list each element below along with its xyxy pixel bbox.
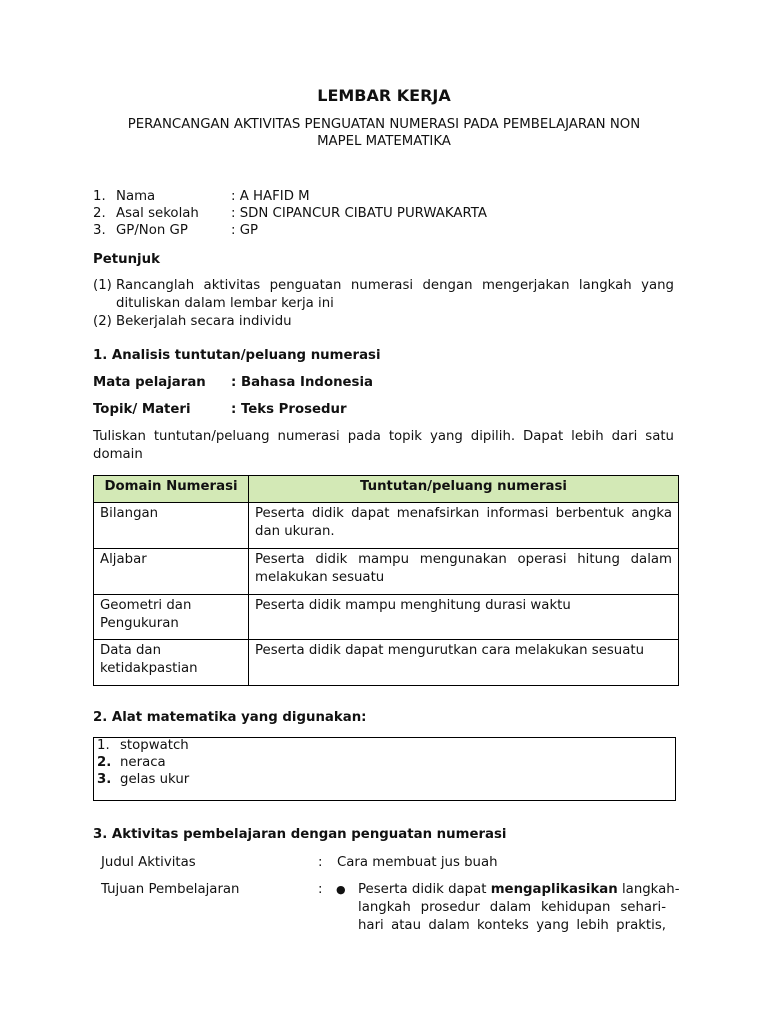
petunjuk-heading: Petunjuk: [93, 252, 160, 267]
domain-text: Geometri dan: [100, 598, 192, 613]
tujuan-line: hari atau dalam konteks yang lebih praktis,: [358, 918, 666, 933]
table-row: [94, 503, 679, 549]
tool-name: stopwatch: [120, 738, 189, 753]
domain-text: Bilangan: [100, 506, 159, 521]
domain-cell: [94, 503, 249, 549]
desc-text: Peserta didik mampu mengunakan operasi hitung dalam: [255, 552, 672, 567]
desc-text: melakukan sesuatu: [255, 570, 385, 585]
desc-cell: [249, 503, 679, 549]
section3-heading: 3. Aktivitas pembelajaran dengan penguatan numerasi: [93, 827, 507, 842]
identity-value: : SDN CIPANCUR CIBATU PURWAKARTA: [231, 206, 487, 221]
tujuan-bold: mengaplikasikan: [490, 882, 618, 897]
identity-label: Asal sekolah: [116, 206, 199, 221]
identity-value: : GP: [231, 223, 259, 238]
desc-text: dan ukuran.: [255, 524, 335, 539]
table-header-row: [94, 476, 679, 503]
identity-label: GP/Non GP: [116, 223, 188, 238]
colon: :: [318, 855, 323, 870]
tujuan-line: [358, 882, 680, 897]
tujuan-text: langkah-: [617, 882, 680, 897]
mapel-value: : Bahasa Indonesia: [231, 375, 374, 390]
domain-text: Pengukuran: [100, 616, 179, 631]
desc-cell: [249, 549, 679, 595]
tool-num: 2.: [97, 755, 112, 770]
identity-num: 2.: [93, 206, 106, 221]
domain-table: [93, 475, 679, 686]
judul-label: Judul Aktivitas: [101, 855, 196, 870]
table-row: [94, 549, 679, 595]
tool-name: gelas ukur: [120, 772, 190, 787]
subtitle-line-1: PERANCANGAN AKTIVITAS PENGUATAN NUMERASI PADA PEMBELAJARAN NON: [127, 117, 641, 132]
column-header: Domain Numerasi: [94, 476, 249, 503]
domain-text: Aljabar: [100, 552, 147, 567]
identity-num: 1.: [93, 189, 106, 204]
identity-value: : A HAFID M: [231, 189, 310, 204]
domain-cell: [94, 640, 249, 686]
domain-text: ketidakpastian: [100, 661, 198, 676]
table-row: [94, 640, 679, 686]
identity-num: 3.: [93, 223, 106, 238]
desc-cell: [249, 595, 679, 640]
column-header: Tuntutan/peluang numerasi: [249, 476, 679, 503]
section1-heading: 1. Analisis tuntutan/peluang numerasi: [93, 348, 381, 363]
petunjuk-text: Bekerjalah secara individu: [116, 314, 292, 329]
petunjuk-text: dituliskan dalam lembar kerja ini: [116, 296, 334, 311]
petunjuk-num: (1): [93, 278, 112, 293]
desc-text: Peserta didik dapat mengurutkan cara melakukan sesuatu: [255, 643, 645, 658]
petunjuk-num: (2): [93, 314, 112, 329]
mapel-label: Mata pelajaran: [93, 375, 206, 390]
tujuan-line: langkah prosedur dalam kehidupan sehari-: [358, 900, 666, 915]
section2-heading: 2. Alat matematika yang digunakan:: [93, 710, 367, 725]
domain-cell: [94, 595, 249, 640]
domain-text: Data dan: [100, 643, 161, 658]
page-title: LEMBAR KERJA: [317, 86, 451, 105]
judul-value: Cara membuat jus buah: [337, 855, 498, 870]
tujuan-label: Tujuan Pembelajaran: [101, 882, 240, 897]
tujuan-text: Peserta didik dapat: [358, 882, 491, 897]
colon: :: [318, 882, 323, 897]
domain-cell: [94, 549, 249, 595]
tool-num: 3.: [97, 772, 112, 787]
instruction-text: domain: [93, 447, 143, 462]
desc-text: Peserta didik mampu menghitung durasi waktu: [255, 598, 571, 613]
bullet-icon: ●: [336, 883, 346, 896]
desc-cell: [249, 640, 679, 686]
subtitle-line-2: MAPEL MATEMATIKA: [317, 134, 451, 149]
topik-value: : Teks Prosedur: [231, 402, 347, 417]
desc-text: Peserta didik dapat menafsirkan informasi berbentuk angka: [255, 506, 672, 521]
tool-num: 1.: [97, 738, 110, 753]
tool-name: neraca: [120, 755, 166, 770]
instruction-text: Tuliskan tuntutan/peluang numerasi pada topik yang dipilih. Dapat lebih dari satu: [93, 429, 674, 444]
table-row: [94, 595, 679, 640]
petunjuk-text: Rancanglah aktivitas penguatan numerasi dengan mengerjakan langkah yang: [116, 278, 674, 293]
topik-label: Topik/ Materi: [93, 402, 191, 417]
identity-label: Nama: [116, 189, 156, 204]
